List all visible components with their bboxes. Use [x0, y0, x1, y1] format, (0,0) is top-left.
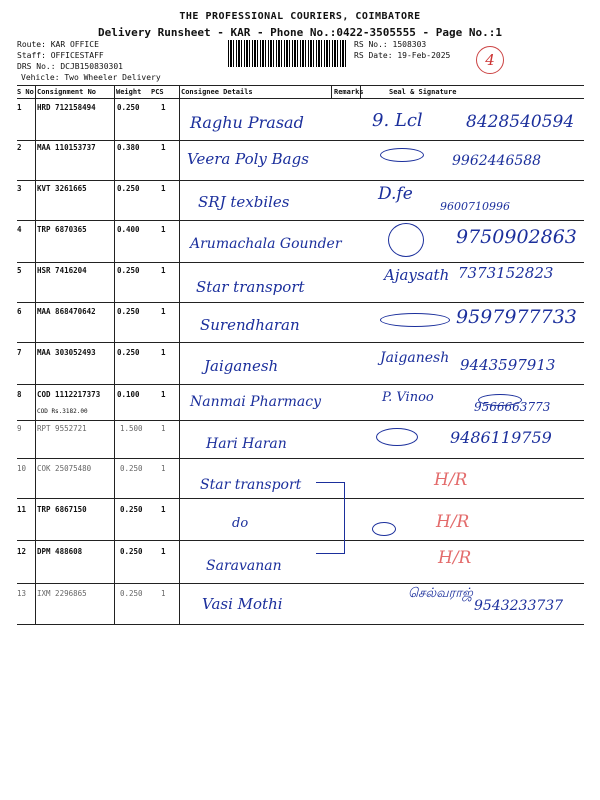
route-label: Route: KAR OFFICE [17, 40, 99, 49]
row-consignment-no: MAA 110153737 [37, 143, 96, 152]
column-divider [114, 85, 115, 624]
row-sno: 5 [17, 266, 22, 275]
col-weight: Weight [116, 88, 142, 96]
rs-number: RS No.: 1508303 [354, 40, 427, 49]
consignee-handwritten: Veera Poly Bags [187, 150, 309, 168]
row-pcs: 1 [161, 589, 166, 598]
row-weight: 0.250 [120, 589, 143, 598]
row-divider [17, 342, 584, 343]
consignee-handwritten: Nanmai Pharmacy [190, 394, 322, 410]
col-pcs: PCS [151, 88, 164, 96]
phone-handwritten: 9600710996 [440, 200, 510, 213]
row-consignment-no: IXM 2296865 [37, 589, 87, 598]
staff-label: Staff: OFFICESTAFF [17, 51, 104, 60]
row-divider [17, 384, 584, 385]
row-pcs: 1 [161, 225, 166, 234]
grouping-bracket [316, 482, 345, 554]
phone-handwritten: 9962446588 [452, 153, 542, 169]
col-seal-signature: Seal & Signature [389, 88, 457, 96]
row-consignment-no: TRP 6870365 [37, 225, 87, 234]
phone-handwritten: 9750902863 [456, 226, 577, 248]
column-divider [179, 85, 180, 624]
signature-handwritten: Jaiganesh [380, 350, 450, 366]
row-divider [17, 458, 584, 459]
row-pcs: 1 [161, 348, 166, 357]
row-weight: 0.250 [117, 266, 140, 275]
signature-handwritten: P. Vinoo [382, 390, 434, 405]
signature-scribble [380, 148, 424, 162]
row-divider [17, 262, 584, 263]
cod-amount: COD Rs.3182.00 [37, 408, 88, 415]
barcode-image [228, 40, 348, 67]
table-header-border [17, 98, 584, 99]
phone-handwritten: 9597977733 [456, 306, 577, 328]
col-sno: S No [17, 88, 34, 96]
consignee-handwritten: Star transport [196, 278, 305, 296]
row-divider [17, 583, 584, 584]
row-consignment-no: TRP 6867150 [37, 505, 87, 514]
row-divider [17, 140, 584, 141]
row-divider [17, 498, 584, 499]
remark-hr: H/R [436, 512, 470, 532]
signature-handwritten: Ajaysath [384, 266, 450, 284]
phone-handwritten: 9443597913 [460, 356, 556, 374]
consignee-handwritten: Star transport [200, 477, 302, 493]
row-weight: 0.250 [120, 505, 143, 514]
table-top-border [17, 85, 584, 86]
consignee-handwritten: Vasi Mothi [202, 595, 283, 613]
column-divider [35, 85, 36, 624]
row-consignment-no: RPT 9552721 [37, 424, 87, 433]
remark-hr: H/R [438, 548, 472, 568]
row-weight: 0.380 [117, 143, 140, 152]
row-weight: 1.500 [120, 424, 143, 433]
row-pcs: 1 [161, 103, 166, 112]
signature-scribble [388, 223, 424, 257]
consignee-handwritten: Arumachala Gounder [190, 236, 342, 252]
signature-scribble [376, 428, 418, 446]
signature-scribble [380, 313, 450, 327]
column-divider [331, 85, 332, 98]
phone-handwritten: 9543233737 [474, 598, 564, 614]
signature-handwritten: D.fe [378, 184, 413, 204]
row-sno: 3 [17, 184, 22, 193]
row-sno: 11 [17, 505, 27, 514]
row-pcs: 1 [161, 184, 166, 193]
document-subtitle: Delivery Runsheet - KAR - Phone No.:0422-3505555 - Page No.:1 [98, 26, 502, 39]
row-consignment-no: MAA 868470642 [37, 307, 96, 316]
row-divider [17, 302, 584, 303]
row-consignment-no: MAA 303052493 [37, 348, 96, 357]
row-divider [17, 540, 584, 541]
phone-handwritten: 7373152823 [458, 264, 554, 282]
row-consignment-no: COK 25075480 [37, 464, 92, 473]
row-sno: 13 [17, 589, 27, 598]
signature-scribble [372, 522, 396, 536]
row-sno: 8 [17, 390, 22, 399]
phone-handwritten: 9566663773 [474, 400, 551, 414]
row-sno: 7 [17, 348, 22, 357]
row-weight: 0.250 [117, 184, 140, 193]
row-sno: 2 [17, 143, 22, 152]
row-weight: 0.250 [117, 103, 140, 112]
consignee-handwritten: Saravanan [206, 558, 282, 574]
row-weight: 0.250 [120, 464, 143, 473]
row-pcs: 1 [161, 505, 166, 514]
circled-page-mark: 4 [476, 46, 504, 74]
row-divider [17, 180, 584, 181]
row-divider [17, 420, 584, 421]
table-bottom-border [17, 624, 584, 625]
row-weight: 0.250 [117, 348, 140, 357]
row-sno: 10 [17, 464, 27, 473]
row-sno: 9 [17, 424, 22, 433]
consignee-handwritten: Hari Haran [206, 436, 287, 452]
row-sno: 12 [17, 547, 27, 556]
signature-handwritten: 9. Lcl [372, 110, 423, 131]
row-pcs: 1 [161, 464, 166, 473]
col-consignment: Consignment No [37, 88, 97, 96]
row-sno: 6 [17, 307, 22, 316]
row-pcs: 1 [161, 307, 166, 316]
consignee-handwritten: do [232, 516, 249, 531]
row-sno: 4 [17, 225, 22, 234]
rs-date: RS Date: 19-Feb-2025 [354, 51, 451, 60]
consignee-handwritten: Jaiganesh [204, 357, 279, 375]
phone-handwritten: 9486119759 [450, 428, 552, 447]
remark-hr: H/R [434, 470, 468, 490]
row-weight: 0.250 [117, 307, 140, 316]
row-weight: 0.100 [117, 390, 140, 399]
document-title: THE PROFESSIONAL COURIERS, COIMBATORE [179, 11, 421, 22]
row-consignment-no: DPM 488608 [37, 547, 83, 556]
consignee-handwritten: Surendharan [200, 316, 300, 334]
vehicle-label: Vehicle: Two Wheeler Delivery [21, 73, 161, 82]
consignee-handwritten: Raghu Prasad [190, 113, 304, 132]
row-pcs: 1 [161, 424, 166, 433]
row-pcs: 1 [161, 143, 166, 152]
phone-handwritten: 8428540594 [466, 112, 575, 132]
row-consignment-no: HRD 712158494 [37, 103, 96, 112]
row-pcs: 1 [161, 547, 166, 556]
row-weight: 0.250 [120, 547, 143, 556]
drs-number: DRS No.: DCJB150830301 [17, 62, 123, 71]
row-consignment-no: HSR 7416204 [37, 266, 87, 275]
row-consignment-no: COD 1112217373 [37, 390, 101, 399]
row-pcs: 1 [161, 390, 166, 399]
col-remarks: Remarks [334, 88, 364, 96]
consignee-handwritten: SRJ texbiles [198, 193, 290, 211]
row-consignment-no: KVT 3261665 [37, 184, 87, 193]
row-divider [17, 220, 584, 221]
row-sno: 1 [17, 103, 22, 112]
col-consignee: Consignee Details [181, 88, 253, 96]
row-weight: 0.400 [117, 225, 140, 234]
signature-handwritten: செல்வராஜ் [408, 586, 473, 601]
row-pcs: 1 [161, 266, 166, 275]
